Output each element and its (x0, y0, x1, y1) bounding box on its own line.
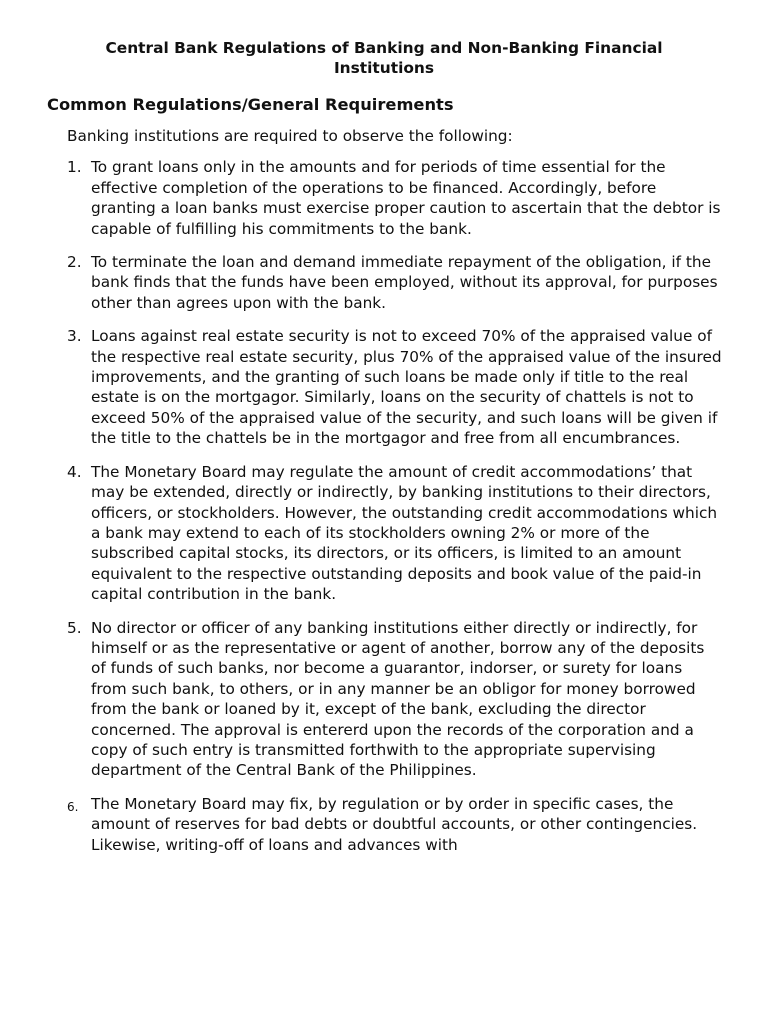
list-item (46, 462, 722, 605)
list-item-number: 6. (67, 799, 79, 814)
section-heading: Common Regulations/General Requirements (47, 95, 454, 114)
intro-text: Banking institutions are required to observe the following: (67, 127, 513, 145)
list-item-text: No director or officer of any banking institutions either directly or indirectly, for himself or as the representative or agent of another, borrow any of the deposits of funds of such banks, nor become a guarantor, indorser, or surety for loans from such bank, to others, or in any manner be an obligor for money borrowed from the bank or loaned by it, except of the bank, excluding the director concerned. The approval is entererd upon the records of the corporation and a copy of such entry is transmitted forthwith to the appropriate supervising department of the Central Bank of the Philippines. (91, 618, 705, 780)
list-item (46, 618, 722, 781)
list-item-text: To grant loans only in the amounts and for periods of time essential for the effective completion of the operations to be financed. Accordingly, before granting a loan banks must exercise proper caution to ascertain that the debtor is capable of fulfilling his commitments to the bank. (91, 158, 721, 238)
list-item-text: The Monetary Board may fix, by regulation or by order in specific cases, the amount of reserves for bad debts or doubtful accounts, or other contingencies. Likewise, writing-off of loans and advances with (91, 794, 698, 854)
document-title: Central Bank Regulations of Banking and Non-Banking Financial Institutions (105, 39, 663, 77)
list-item-text: To terminate the loan and demand immediate repayment of the obligation, if the bank finds that the funds have been employed, without its approval, for purposes other than agrees upon with the bank. (91, 253, 718, 312)
list-item (46, 794, 722, 855)
list-item-text: Loans against real estate security is not to exceed 70% of the appraised value of the respective real estate security, plus 70% of the appraised value of the insured improvements, and the granting of such loans be made only if title to the real estate is on the mortgagor. Similarly, loans on the security of chattels is not to exceed 50% of the appraised value of the security, and such loans will be given if the title to the chattels be in the mortgagor and free from all encumbrances. (91, 327, 722, 448)
list-item-number: 4. (67, 462, 82, 481)
list-item-number: 1. (67, 158, 82, 177)
list-item-number: 3. (67, 327, 82, 346)
list-item (46, 252, 722, 313)
list-item (46, 326, 722, 448)
list-item (46, 157, 722, 239)
list-item-number: 5. (67, 618, 82, 637)
list-item-number: 2. (67, 253, 82, 272)
list-item-text: The Monetary Board may regulate the amount of credit accommodations’ that may be extended, directly or indirectly, by banking institutions to their directors, officers, or stockholders. However, the outstanding credit accommodations which a bank may extend to each of its stockholders owning 2% or more of the subscribed capital stocks, its directors, or its officers, is limited to an amount equivalent to the respective outstanding deposits and book value of the paid-in capital contribution in the bank. (91, 462, 718, 604)
requirements-list (46, 157, 722, 855)
